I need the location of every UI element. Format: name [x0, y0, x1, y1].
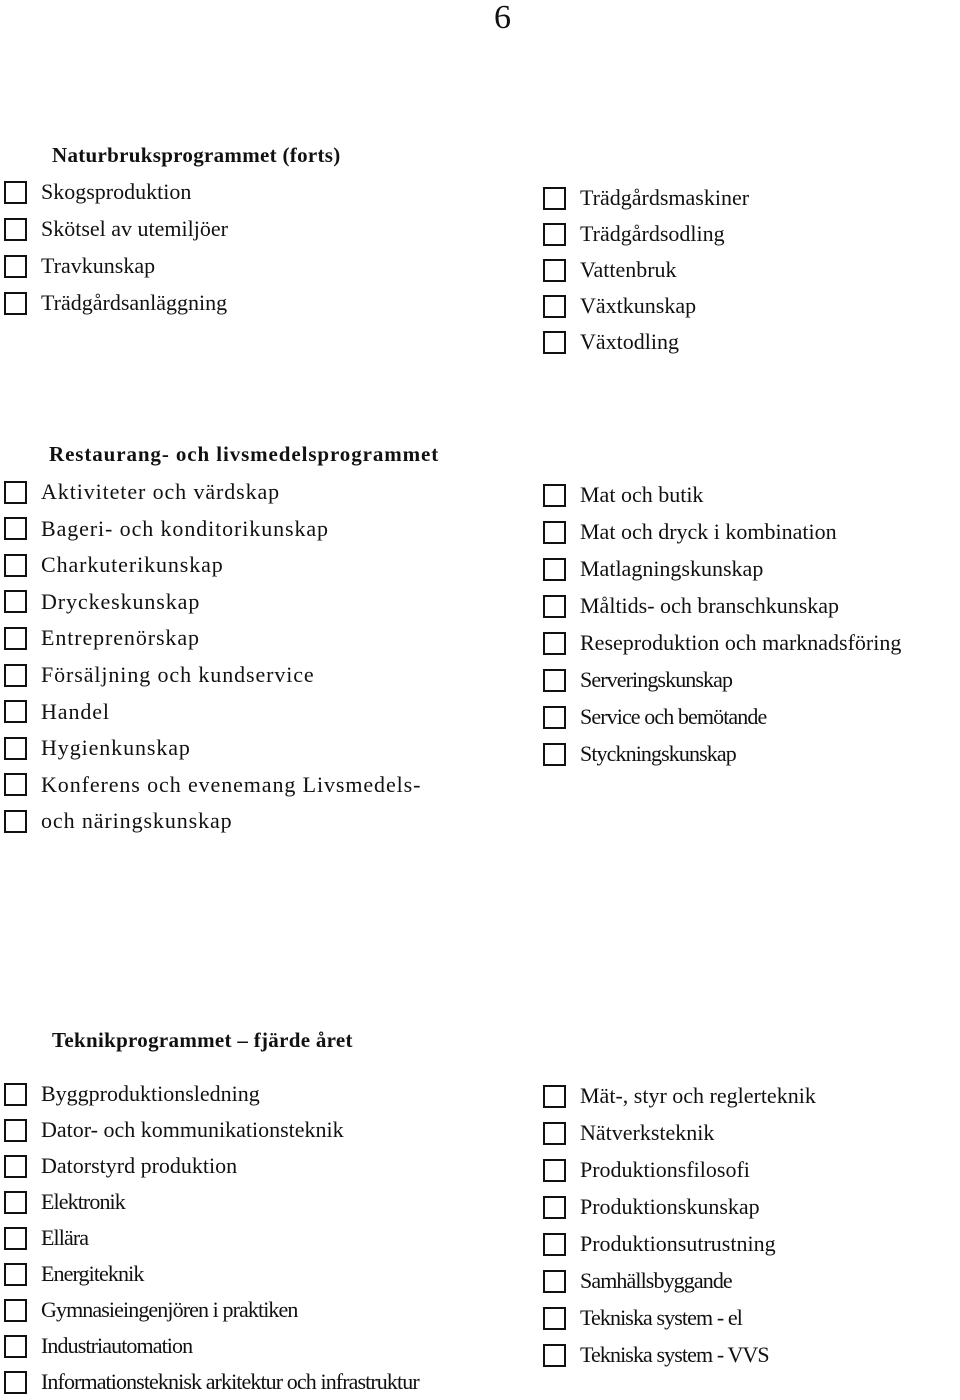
checklist-item[interactable] [4, 806, 233, 836]
checklist-item[interactable] [4, 288, 227, 318]
checklist-item[interactable] [543, 327, 679, 357]
checkbox-label: Reseproduktion och marknadsföring [580, 630, 902, 655]
checkbox-label: Datorstyrd produktion [41, 1153, 238, 1178]
checklist-item[interactable] [4, 1079, 260, 1109]
checkbox[interactable] [543, 1307, 566, 1330]
checklist-item[interactable] [4, 1331, 192, 1361]
checklist-item[interactable] [4, 177, 191, 207]
checkbox-label: Ellära [41, 1225, 89, 1250]
checklist-item[interactable] [543, 255, 677, 285]
checklist-item[interactable] [543, 1118, 714, 1148]
checkbox-label: Styckningskunskap [580, 741, 736, 766]
checkbox-label: Produktionsutrustning [580, 1231, 776, 1256]
checklist-item[interactable] [543, 1266, 732, 1296]
checkbox[interactable] [543, 521, 566, 544]
checkbox-label: Service och bemötande [580, 704, 767, 729]
checkbox[interactable] [543, 669, 566, 692]
checklist-item[interactable] [543, 517, 837, 547]
checklist-item[interactable] [543, 291, 696, 321]
checklist-item[interactable] [543, 702, 766, 732]
checklist-item[interactable] [4, 214, 228, 244]
checkbox-label: Skötsel av utemiljöer [41, 216, 228, 241]
checkbox[interactable] [543, 706, 566, 729]
checkbox[interactable] [543, 331, 566, 354]
checkbox-label: Växtkunskap [580, 293, 697, 318]
section-title: Naturbruksprogrammet (forts) [52, 143, 341, 167]
checkbox-label: och näringskunskap [41, 808, 233, 834]
checkbox-label: Konferens och evenemang Livsmedels- [41, 771, 422, 797]
checkbox-label: Byggproduktionsledning [41, 1081, 260, 1106]
checklist-item[interactable] [543, 665, 732, 695]
checkbox[interactable] [4, 1371, 27, 1394]
checkbox[interactable] [4, 218, 27, 241]
checkbox-label: Charkuterikunskap [41, 552, 224, 578]
checklist-item[interactable] [543, 554, 763, 584]
checklist-item[interactable] [4, 1151, 237, 1181]
checklist-item[interactable] [4, 251, 155, 281]
checklist-item[interactable] [543, 219, 725, 249]
checkbox[interactable] [543, 1159, 566, 1182]
checkbox[interactable] [543, 1196, 566, 1219]
checkbox-label: Tekniska system - el [580, 1305, 742, 1330]
checklist-item[interactable] [4, 550, 224, 580]
checkbox[interactable] [4, 481, 27, 504]
checklist-item[interactable] [543, 1192, 760, 1222]
checklist-item[interactable] [4, 1115, 344, 1145]
checkbox-label: Aktiviteter och värdskap [41, 479, 281, 504]
checklist-item[interactable] [4, 660, 315, 690]
checklist-item[interactable] [543, 1229, 776, 1259]
checkbox-label: Trädgårdsmaskiner [580, 185, 750, 210]
checkbox-label: Trädgårdsanläggning [41, 290, 228, 315]
checkbox-label: Energiteknik [41, 1261, 144, 1286]
checkbox-label: Mat och butik [580, 482, 704, 507]
checkbox[interactable] [543, 1122, 566, 1145]
checkbox[interactable] [4, 255, 27, 278]
checkbox[interactable] [4, 1155, 27, 1178]
checkbox[interactable] [543, 1270, 566, 1293]
checkbox[interactable] [543, 743, 566, 766]
checklist-item[interactable] [4, 770, 421, 800]
page-number: 6 [494, 0, 511, 36]
checkbox[interactable] [4, 700, 27, 723]
checkbox-label: Industriautomation [41, 1333, 193, 1358]
checklist-item[interactable] [543, 628, 901, 658]
checkbox[interactable] [4, 1335, 27, 1358]
checkbox[interactable] [543, 1233, 566, 1256]
checkbox[interactable] [543, 1085, 566, 1108]
checklist-item[interactable] [4, 1223, 88, 1253]
checkbox[interactable] [4, 737, 27, 760]
checkbox-label: Dryckeskunskap [41, 588, 201, 614]
checkbox[interactable] [543, 1344, 566, 1367]
checkbox-label: Matlagningskunskap [580, 556, 764, 581]
checkbox[interactable] [4, 1119, 27, 1142]
checkbox-label: Skogsproduktion [41, 179, 192, 204]
checkbox-label: Gymnasieingenjören i praktiken [41, 1297, 298, 1322]
checkbox-label: Elektronik [41, 1189, 125, 1214]
checkbox[interactable] [4, 1299, 27, 1322]
section-title: Teknikprogrammet – fjärde året [52, 1028, 353, 1052]
checkbox-label: Entreprenörskap [41, 625, 200, 651]
checklist-item[interactable] [4, 477, 280, 507]
checkbox-label: Hygienkunskap [41, 735, 191, 761]
checkbox-label: Trädgårdsodling [580, 221, 725, 246]
checklist-item[interactable] [4, 587, 200, 617]
checkbox[interactable] [4, 292, 27, 315]
checklist-item[interactable] [543, 591, 839, 621]
checkbox-label: Informationsteknisk arkitektur och infrastruktur [41, 1369, 419, 1394]
checklist-item[interactable] [543, 1155, 750, 1185]
checklist-item[interactable] [4, 1259, 143, 1289]
checkbox-label: Mät-, styr och reglerteknik [580, 1083, 816, 1108]
checkbox-label: Produktionsfilosofi [580, 1157, 750, 1182]
checkbox-label: Travkunskap [41, 253, 156, 278]
checkbox[interactable] [4, 181, 27, 204]
checkbox[interactable] [4, 773, 27, 796]
checklist-item[interactable] [4, 1367, 419, 1397]
checkbox[interactable] [4, 554, 27, 577]
checklist-item[interactable] [4, 514, 329, 544]
checkbox-label: Samhällsbyggande [580, 1268, 732, 1293]
checkbox[interactable] [543, 259, 566, 282]
checkbox[interactable] [4, 1083, 27, 1106]
checkbox-label: Försäljning och kundservice [41, 662, 315, 687]
checklist-item[interactable] [543, 480, 703, 510]
checkbox-label: Måltids- och branschkunskap [580, 593, 840, 618]
checkbox-label: Bageri- och konditorikunskap [41, 515, 329, 541]
checklist-item[interactable] [4, 1295, 297, 1325]
section-title: Restaurang- och livsmedelsprogrammet [49, 442, 440, 466]
checklist-item[interactable] [543, 1303, 742, 1333]
checkbox[interactable] [4, 810, 27, 833]
checkbox[interactable] [4, 664, 27, 687]
checkbox-label: Serveringskunskap [580, 667, 733, 692]
checklist-item[interactable] [543, 739, 736, 769]
checkbox-label: Växtodling [580, 329, 679, 354]
checklist-item[interactable] [4, 623, 200, 653]
checkbox[interactable] [4, 1191, 27, 1214]
checkbox-label: Mat och dryck i kombination [580, 519, 837, 544]
checkbox[interactable] [543, 632, 566, 655]
checkbox-label: Nätverksteknik [580, 1120, 715, 1145]
checklist-item[interactable] [4, 733, 191, 763]
checklist-item[interactable] [543, 1340, 769, 1370]
checklist-item[interactable] [543, 183, 749, 213]
checkbox[interactable] [543, 223, 566, 246]
checkbox[interactable] [543, 595, 566, 618]
checkbox-label: Dator- och kommunikationsteknik [41, 1117, 344, 1142]
checklist-item[interactable] [543, 1081, 816, 1111]
checkbox[interactable] [4, 627, 27, 650]
checkbox[interactable] [543, 484, 566, 507]
checklist-item[interactable] [4, 697, 110, 727]
checkbox-label: Handel [41, 698, 110, 724]
checklist-item[interactable] [4, 1187, 125, 1217]
checkbox[interactable] [4, 1263, 27, 1286]
checkbox-label: Produktionskunskap [580, 1194, 760, 1219]
checkbox[interactable] [4, 1227, 27, 1250]
checkbox[interactable] [4, 590, 27, 613]
checkbox-label: Vattenbruk [580, 257, 677, 282]
checkbox[interactable] [4, 517, 27, 540]
checkbox[interactable] [543, 558, 566, 581]
checkbox[interactable] [543, 187, 566, 210]
checkbox-label: Tekniska system - VVS [580, 1342, 769, 1367]
checkbox[interactable] [543, 295, 566, 318]
